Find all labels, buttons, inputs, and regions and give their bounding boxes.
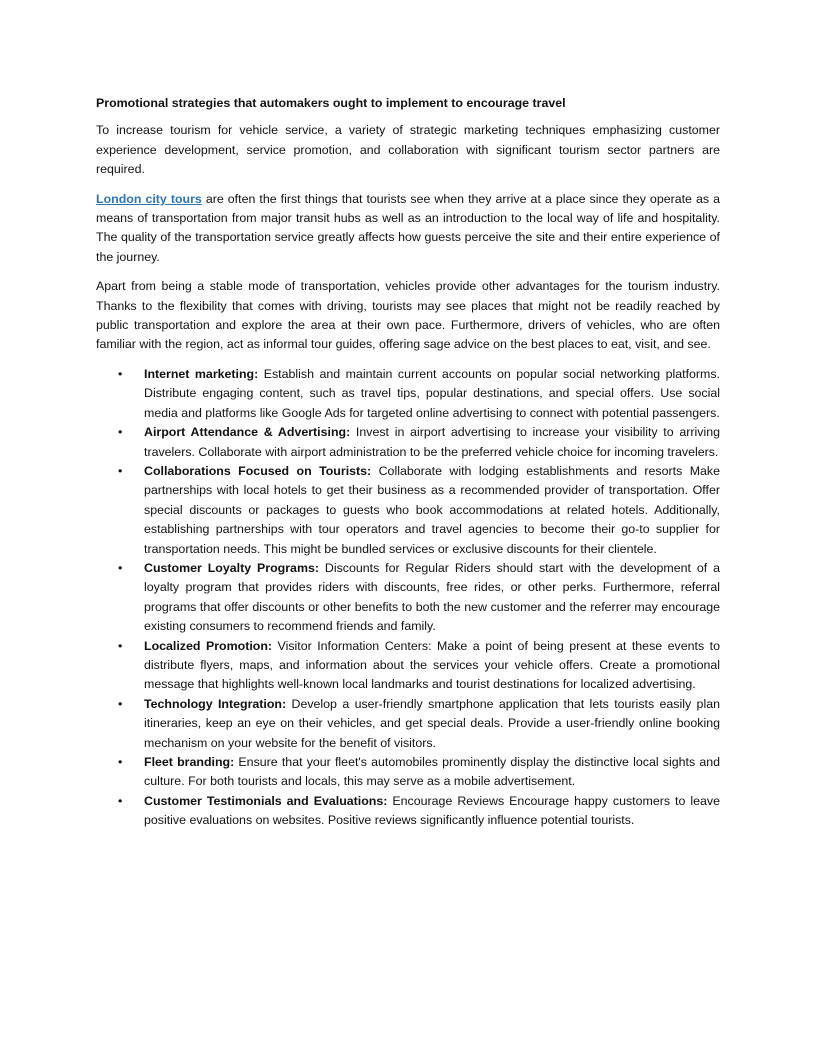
list-item-text: Visitor Information Centers: Make a point of being present at these events to distribute flyers, maps, and information about the services your vehicle offers. Create a promotional message that highlights well-known local landmarks and tourist destinations for localized advertising.: [144, 638, 720, 692]
list-item-term: Fleet branding:: [144, 755, 235, 769]
bullet-icon: •: [118, 425, 123, 440]
list-item: [96, 792, 720, 831]
list-item-term: Customer Testimonials and Evaluations:: [144, 793, 388, 808]
list-item-term: Customer Loyalty Programs:: [144, 560, 319, 575]
page-heading: Promotional strategies that automakers ought to implement to encourage travel: [96, 96, 566, 110]
list-item-term: Internet marketing:: [144, 366, 259, 381]
bullet-icon: •: [118, 366, 123, 381]
list-item-term: Technology Integration:: [144, 696, 287, 711]
advantages-paragraph: Apart from being a stable mode of transportation, vehicles provide other advantages for the tourism industry. Thanks to the flexibility that comes with driving, tourists may see places that might not be readily reached by public transportation and explore the area at their own pace. Furthermore, drivers of vehicles, who are often familiar with the region, act as informal tour guides, offering sage advice on the best places to eat, visit, and see.: [96, 279, 720, 352]
tours-paragraph-text: are often the first things that tourists see when they arrive at a place since they operate as a means of transportation from major transit hubs as well as an introduction to the local way of life and hospitality. The quality of the transportation service greatly affects how guests perceive the site and their entire experience of the journey.: [96, 191, 721, 264]
strategy-list: [96, 365, 720, 831]
list-item: [96, 753, 720, 792]
bullet-icon: •: [118, 755, 123, 769]
list-item-text: Establish and maintain current accounts on popular social networking platforms. Distribute engaging content, such as travel tips, popular destinations, and special offers. Use social media and platforms like Google Ads for targeted online advertising to connect with potential passengers.: [144, 366, 720, 420]
list-item-term: Airport Attendance & Advertising:: [144, 425, 351, 440]
list-item: [96, 559, 720, 637]
list-item-term: Collaborations Focused on Tourists:: [144, 463, 372, 478]
list-item-text: Develop a user-friendly smartphone application that lets tourists easily plan itineraries, keep an eye on their vehicles, and get special deals. Provide a user-friendly online booking mechanism on your website for the benefit of visitors.: [144, 696, 720, 750]
bullet-icon: •: [118, 463, 123, 478]
list-item-text: Invest in airport advertising to increase your visibility to arriving travelers. Collaborate with airport administration to be the preferred vehicle choice for incoming travelers.: [144, 425, 720, 459]
document-page: [96, 94, 720, 831]
list-item-term: Localized Promotion:: [144, 638, 273, 653]
bullet-icon: •: [118, 696, 123, 711]
bullet-icon: •: [118, 560, 123, 575]
london-city-tours-link[interactable]: London city tours: [96, 191, 202, 206]
list-item: [96, 462, 720, 559]
bullet-icon: •: [118, 638, 123, 653]
list-item-text: Discounts for Regular Riders should start with the development of a loyalty program that provides riders with discounts, free rides, or other perks. Furthermore, referral programs that offer discounts or other benefits to both the new customer and the referrer may encourage existing consumers to recommend friends and family.: [144, 560, 720, 634]
list-item-text: Collaborate with lodging establishments and resorts Make partnerships with local hotels to get their business as a recommended provider of transportation. Offer special discounts or packages to guests who book accommodations at related hotels. Additionally, establishing partnerships with tour operators and travel agencies to become their go-to supplier for transportation needs. This might be bundled services or exclusive discounts for their clientele.: [144, 463, 720, 556]
list-item: [96, 365, 720, 423]
bullet-icon: •: [118, 793, 123, 808]
list-item: [96, 637, 720, 695]
list-item: [96, 423, 720, 462]
list-item-text: Ensure that your fleet's automobiles prominently display the distinctive local sights and culture. For both tourists and locals, this may serve as a mobile advertisement.: [144, 755, 720, 789]
list-item: [96, 695, 720, 753]
intro-paragraph: To increase tourism for vehicle service, a variety of strategic marketing techniques emphasizing customer experience development, service promotion, and collaboration with significant tourism sector partners are required.: [96, 123, 720, 177]
list-item-text: Encourage Reviews Encourage happy customers to leave positive evaluations on websites. Positive reviews significantly influence potential tourists.: [144, 793, 720, 828]
tours-paragraph: [96, 190, 720, 268]
